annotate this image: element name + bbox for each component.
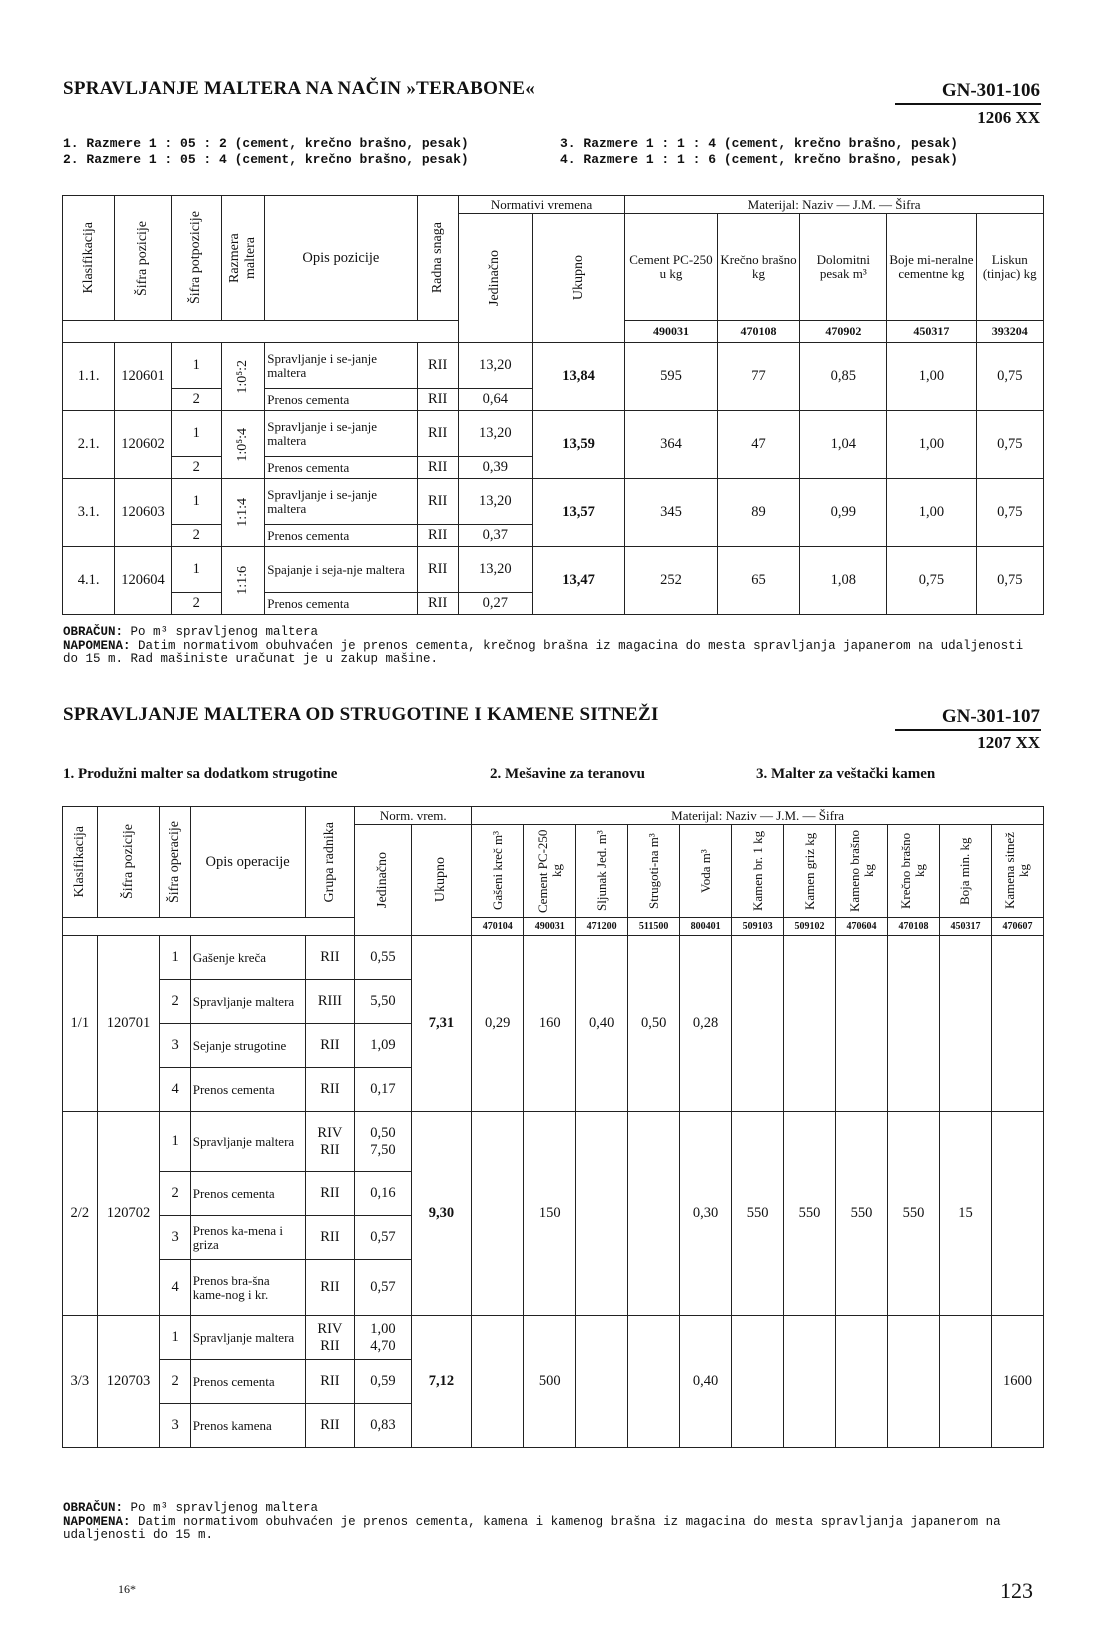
table-row: 3.1. 120603 1 1:1:4 Spravljanje i se-janje maltera RII 13,20 13,57 345 89 0,99 1,00 0,75 <box>63 479 1044 525</box>
code-liskun: 393204 <box>976 321 1044 343</box>
table-1: Klasifikacija Šifra pozicije Šifra potpozicije Razmera maltera Opis pozicije Radna snaga Normativi vremena Materijal: Naziv — J.M. — Šifra Jedinačno Ukupno Cement PC-250 u kg Krečno brašno kg Dolomitni pesak m³ Boje mi-neralne cementne kg Liskun (tinjac) kg 490031 470108 470902 450317 393204 1.1. 120601 1 1:0⁵:2 Spravljanje i se-janje maltera RII 13,20 13,84 595 77 0,85 1,00 0,75 2 Prenos cementa RII 0,64 2.1. 120602 1 1:0⁵:4 Spravljanje i se-janje maltera RII 13,20 13,59 364 47 1,04 1,00 0,75 2 Prenos cementa RII 0,39 3.1. 120603 1 1:1:4 Spravljanje i se-janje maltera RII 13,20 13,57 345 89 0,99 1,00 0,75 2 Prenos cementa RII 0,37 4.1. 120604 1 1:1:6 Spajanje i seja-nje maltera RII 13,20 13,47 252 65 1,08 0,75 0,75 2 Prenos cementa RII 0,27 <box>62 195 1044 615</box>
hdr-sifra-pozicije: Šifra pozicije <box>134 220 150 296</box>
hdr-klasifikacija: Klasifikacija <box>80 222 96 294</box>
hdr2-klasifikacija: Klasifikacija <box>71 826 87 898</box>
hdr-jedinacno: Jedinačno <box>487 250 503 306</box>
section2-code: GN-301-107 <box>941 706 1040 727</box>
section2-sub2: 2. Mešavine za teranovu <box>490 766 645 782</box>
section1-napomena: NAPOMENA: Datim normativom obuhvaćen je prenos cementa, krečnog brašna iz magacina do mesta spravljanja japanerom na udaljenosti do 15 m. Rad mašiniste uračunat je u zakup mašine. <box>63 639 1024 666</box>
section2-sub3: 3. Malter za veštački kamen <box>756 766 936 782</box>
hdr2-mat-6: Kamen griz kg <box>801 832 817 910</box>
section1-obracun: OBRAČUN: Po m³ spravljenog maltera <box>63 625 319 639</box>
hdr2-mat-2: Sljunak Jed. m³ <box>593 830 609 912</box>
code-boje: 450317 <box>887 321 976 343</box>
code-cement: 490031 <box>625 321 717 343</box>
hdr2-mat-8: Krečno brašno kg <box>898 832 928 910</box>
table-row: 4.1. 120604 1 1:1:6 Spajanje i seja-nje maltera RII 13,20 13,47 252 65 1,08 0,75 0,75 <box>63 547 1044 593</box>
hdr-mat-liskun: Liskun (tinjac) kg <box>976 214 1044 321</box>
hdr-sifra-potpozicije: Šifra potpozicije <box>188 211 204 305</box>
table-2: Klasifikacija Šifra pozicije Šifra operacije Opis operacije Grupa radnika Norm. vrem. Materijal: Naziv — J.M. — Šifra Jedinačno Ukupno Gašeni kreč m³ Cement PC-250 kg Sljunak Jed. m³ Strugoti-na m³ Voda m³ Kamen br. 1 kg Kamen griz kg Kameno brašno kg Krečno brašno kg Boja min. kg Kamena sitnež kg 470104 490031 471200 511500 800401 509103 509102 470604 470108 450317 470607 1/1 120701 1 Gašenje kreča RII 0,55 7,31 0,29 160 0,40 0,50 0,28 2 Spravljanje maltera RIII 5,50 3 Sejanje strugotine RII 1,09 4 Prenos cementa RII 0,17 2/2 120702 1 Spravljanje maltera RIV RII 0,50 7,50 9,30 150 0,30 550 550 550 550 15 2 Prenos cementa RII 0,16 3 Prenos ka-mena i griza RII 0,57 4 Prenos bra-šna kame-nog i kr. RII 0,57 3/3 120703 1 Spravljanje maltera RIV RII 1,00 4,70 7,12 500 0,40 1600 2 Prenos cementa RII 0,59 3 Prenos kamena RII 0,83 <box>62 806 1044 1448</box>
code-krecno: 470108 <box>717 321 800 343</box>
section2-title: SPRAVLJANJE MALTERA OD STRUGOTINE I KAMENE SITNEŽI <box>63 704 659 725</box>
ratio-3: 3. Razmere 1 : 1 : 4 (cement, krečno brašno, pesak) <box>560 136 958 151</box>
hdr2-opis: Opis operacije <box>190 807 305 918</box>
hdr2-mat-10: Kamena sitnež kg <box>1002 832 1032 910</box>
signature-mark: 16* <box>118 1582 136 1596</box>
section2-subcode: 1207 XX <box>977 733 1040 752</box>
hdr-mat-dolomit: Dolomitni pesak m³ <box>800 214 887 321</box>
hdr-razmera: Razmera maltera <box>227 233 259 283</box>
table-row: 1/1 120701 1 Gašenje kreča RII 0,55 7,31 0,29 160 0,40 0,50 0,28 <box>63 936 1044 980</box>
ratio-4: 4. Razmere 1 : 1 : 6 (cement, krečno brašno, pesak) <box>560 152 958 167</box>
hdr2-sifra-pozicije: Šifra pozicije <box>120 824 136 900</box>
hdr-materijal: Materijal: Naziv — J.M. — Šifra <box>625 196 1044 214</box>
section1-subcode: 1206 XX <box>977 108 1040 127</box>
hdr2-grupa: Grupa radnika <box>321 821 337 903</box>
hdr-normativi: Normativi vremena <box>458 196 624 214</box>
hdr2-norm: Norm. vrem. <box>355 807 472 825</box>
table-row: 1.1. 120601 1 1:0⁵:2 Spravljanje i se-janje maltera RII 13,20 13,84 595 77 0,85 1,00 0,75 <box>63 343 1044 389</box>
page-number: 123 <box>1000 1578 1033 1603</box>
section1-code: GN-301-106 <box>941 80 1040 101</box>
section1-title: SPRAVLJANJE MALTERA NA NAČIN »TERABONE« <box>63 78 536 99</box>
table-row: 3/3 120703 1 Spravljanje maltera RIV RII 1,00 4,70 7,12 500 0,40 1600 <box>63 1316 1044 1360</box>
hdr2-mat-0: Gašeni kreč m³ <box>489 831 505 911</box>
hdr2-jedinacno: Jedinačno <box>374 852 390 908</box>
hdr-mat-boje: Boje mi-neralne cementne kg <box>887 214 976 321</box>
hdr2-mat-3: Strugoti-na m³ <box>645 833 661 909</box>
table-row: 2.1. 120602 1 1:0⁵:4 Spravljanje i se-janje maltera RII 13,20 13,59 364 47 1,04 1,00 0,75 <box>63 411 1044 457</box>
section2-sub1: 1. Produžni malter sa dodatkom strugotine <box>63 766 338 782</box>
ratio-2: 2. Razmere 1 : 05 : 4 (cement, krečno brašno, pesak) <box>63 152 469 167</box>
hdr-opis: Opis pozicije <box>265 196 417 321</box>
code-dolomit: 470902 <box>800 321 887 343</box>
ratio-1: 1. Razmere 1 : 05 : 2 (cement, krečno brašno, pesak) <box>63 136 469 151</box>
hdr2-mat-9: Boja min. kg <box>957 837 973 905</box>
hdr-radna-snaga: Radna snaga <box>429 222 445 294</box>
hdr-mat-krecno: Krečno brašno kg <box>717 214 800 321</box>
section2-napomena: NAPOMENA: Datim normativom obuhvaćen je prenos cementa, kamena i kamenog brašna iz magacina do mesta spravljanja japanerom na udaljenosti do 15 m. <box>63 1515 1001 1542</box>
hdr2-sifra-operacije: Šifra operacije <box>167 820 183 903</box>
hdr2-mat-4: Voda m³ <box>697 849 713 893</box>
table-row: 2/2 120702 1 Spravljanje maltera RIV RII 0,50 7,50 9,30 150 0,30 550 550 550 550 15 <box>63 1112 1044 1172</box>
hdr-mat-cement: Cement PC-250 u kg <box>625 214 717 321</box>
section2-obracun: OBRAČUN: Po m³ spravljenog maltera <box>63 1501 319 1515</box>
hdr2-mat-7: Kameno brašno kg <box>846 830 876 912</box>
hdr2-mat-5: Kamen br. 1 kg <box>749 830 765 912</box>
hdr-ukupno: Ukupno <box>570 255 586 301</box>
hdr2-mat-1: Cement PC-250 kg <box>534 829 564 913</box>
hdr2-materijal: Materijal: Naziv — J.M. — Šifra <box>472 807 1044 825</box>
hdr2-ukupno: Ukupno <box>433 857 449 903</box>
